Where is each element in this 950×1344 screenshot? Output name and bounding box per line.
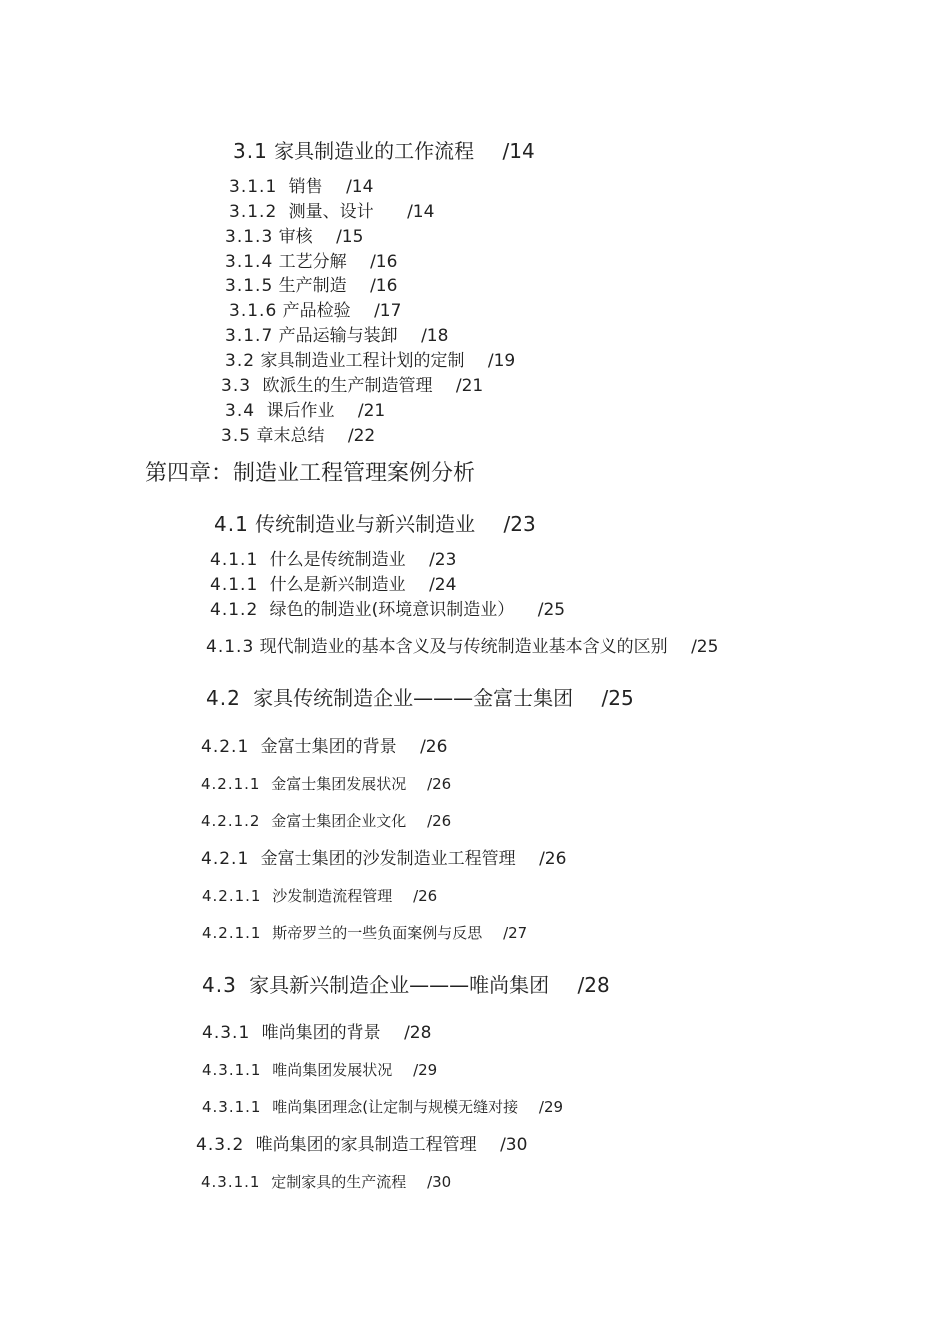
toc-entry-3-1-7[interactable]: 3.1.7 产品运输与装卸 /18 [225, 326, 449, 346]
toc-entry-4-3-1-1-status[interactable]: 4.3.1.1 唯尚集团发展状况 /29 [202, 1061, 438, 1079]
toc-entry-4-2[interactable]: 4.2 家具传统制造企业———金富士集团 /25 [206, 686, 634, 710]
toc-entry-4-3-1[interactable]: 4.3.1 唯尚集团的背景 /28 [202, 1023, 432, 1043]
toc-entry-4-1-1-emerging[interactable]: 4.1.1 什么是新兴制造业 /24 [210, 575, 457, 595]
toc-entry-4-2-1-background[interactable]: 4.2.1 金富士集团的背景 /26 [201, 737, 448, 757]
toc-entry-4-1-1-traditional[interactable]: 4.1.1 什么是传统制造业 /23 [210, 550, 457, 570]
toc-entry-4-3-2[interactable]: 4.3.2 唯尚集团的家具制造工程管理 /30 [196, 1135, 528, 1155]
toc-entry-4-2-1-1-sofa-flow[interactable]: 4.2.1.1 沙发制造流程管理 /26 [202, 887, 438, 905]
toc-entry-3-1-2[interactable]: 3.1.2 测量、设计 /14 [229, 202, 435, 222]
toc-entry-4-2-1-1-negative-cases[interactable]: 4.2.1.1 斯帝罗兰的一些负面案例与反思 /27 [202, 924, 528, 942]
toc-entry-4-1-2[interactable]: 4.1.2 绿色的制造业(环境意识制造业） /25 [210, 600, 566, 620]
chapter-4-heading[interactable]: 第四章：制造业工程管理案例分析 [145, 461, 476, 486]
toc-entry-3-1-3[interactable]: 3.1.3 审核 /15 [225, 227, 364, 247]
toc-entry-3-1-6[interactable]: 3.1.6 产品检验 /17 [229, 301, 402, 321]
toc-entry-3-4[interactable]: 3.4 课后作业 /21 [225, 401, 386, 421]
toc-entry-3-2[interactable]: 3.2 家具制造业工程计划的定制 /19 [225, 351, 516, 371]
toc-entry-3-1-4[interactable]: 3.1.4 工艺分解 /16 [225, 252, 398, 272]
toc-entry-3-5[interactable]: 3.5 章末总结 /22 [221, 426, 376, 446]
toc-entry-4-1[interactable]: 4.1 传统制造业与新兴制造业 /23 [214, 512, 536, 536]
toc-entry-4-3[interactable]: 4.3 家具新兴制造企业———唯尚集团 /28 [202, 973, 610, 997]
toc-entry-3-1[interactable]: 3.1 家具制造业的工作流程 /14 [233, 139, 535, 163]
toc-entry-4-3-1-1-custom-flow[interactable]: 4.3.1.1 定制家具的生产流程 /30 [201, 1173, 452, 1191]
toc-entry-3-1-1[interactable]: 3.1.1 销售 /14 [229, 177, 374, 197]
toc-entry-4-3-1-1-philosophy[interactable]: 4.3.1.1 唯尚集团理念(让定制与规模无缝对接 /29 [202, 1098, 564, 1116]
toc-entry-4-2-1-sofa-management[interactable]: 4.2.1 金富士集团的沙发制造业工程管理 /26 [201, 849, 567, 869]
toc-entry-4-2-1-1-status[interactable]: 4.2.1.1 金富士集团发展状况 /26 [201, 775, 452, 793]
toc-entry-3-3[interactable]: 3.3 欧派生的生产制造管理 /21 [221, 376, 484, 396]
toc-entry-4-1-3[interactable]: 4.1.3 现代制造业的基本含义及与传统制造业基本含义的区别 /25 [206, 637, 719, 657]
toc-entry-4-2-1-2[interactable]: 4.2.1.2 金富士集团企业文化 /26 [201, 812, 452, 830]
toc-entry-3-1-5[interactable]: 3.1.5 生产制造 /16 [225, 276, 398, 296]
